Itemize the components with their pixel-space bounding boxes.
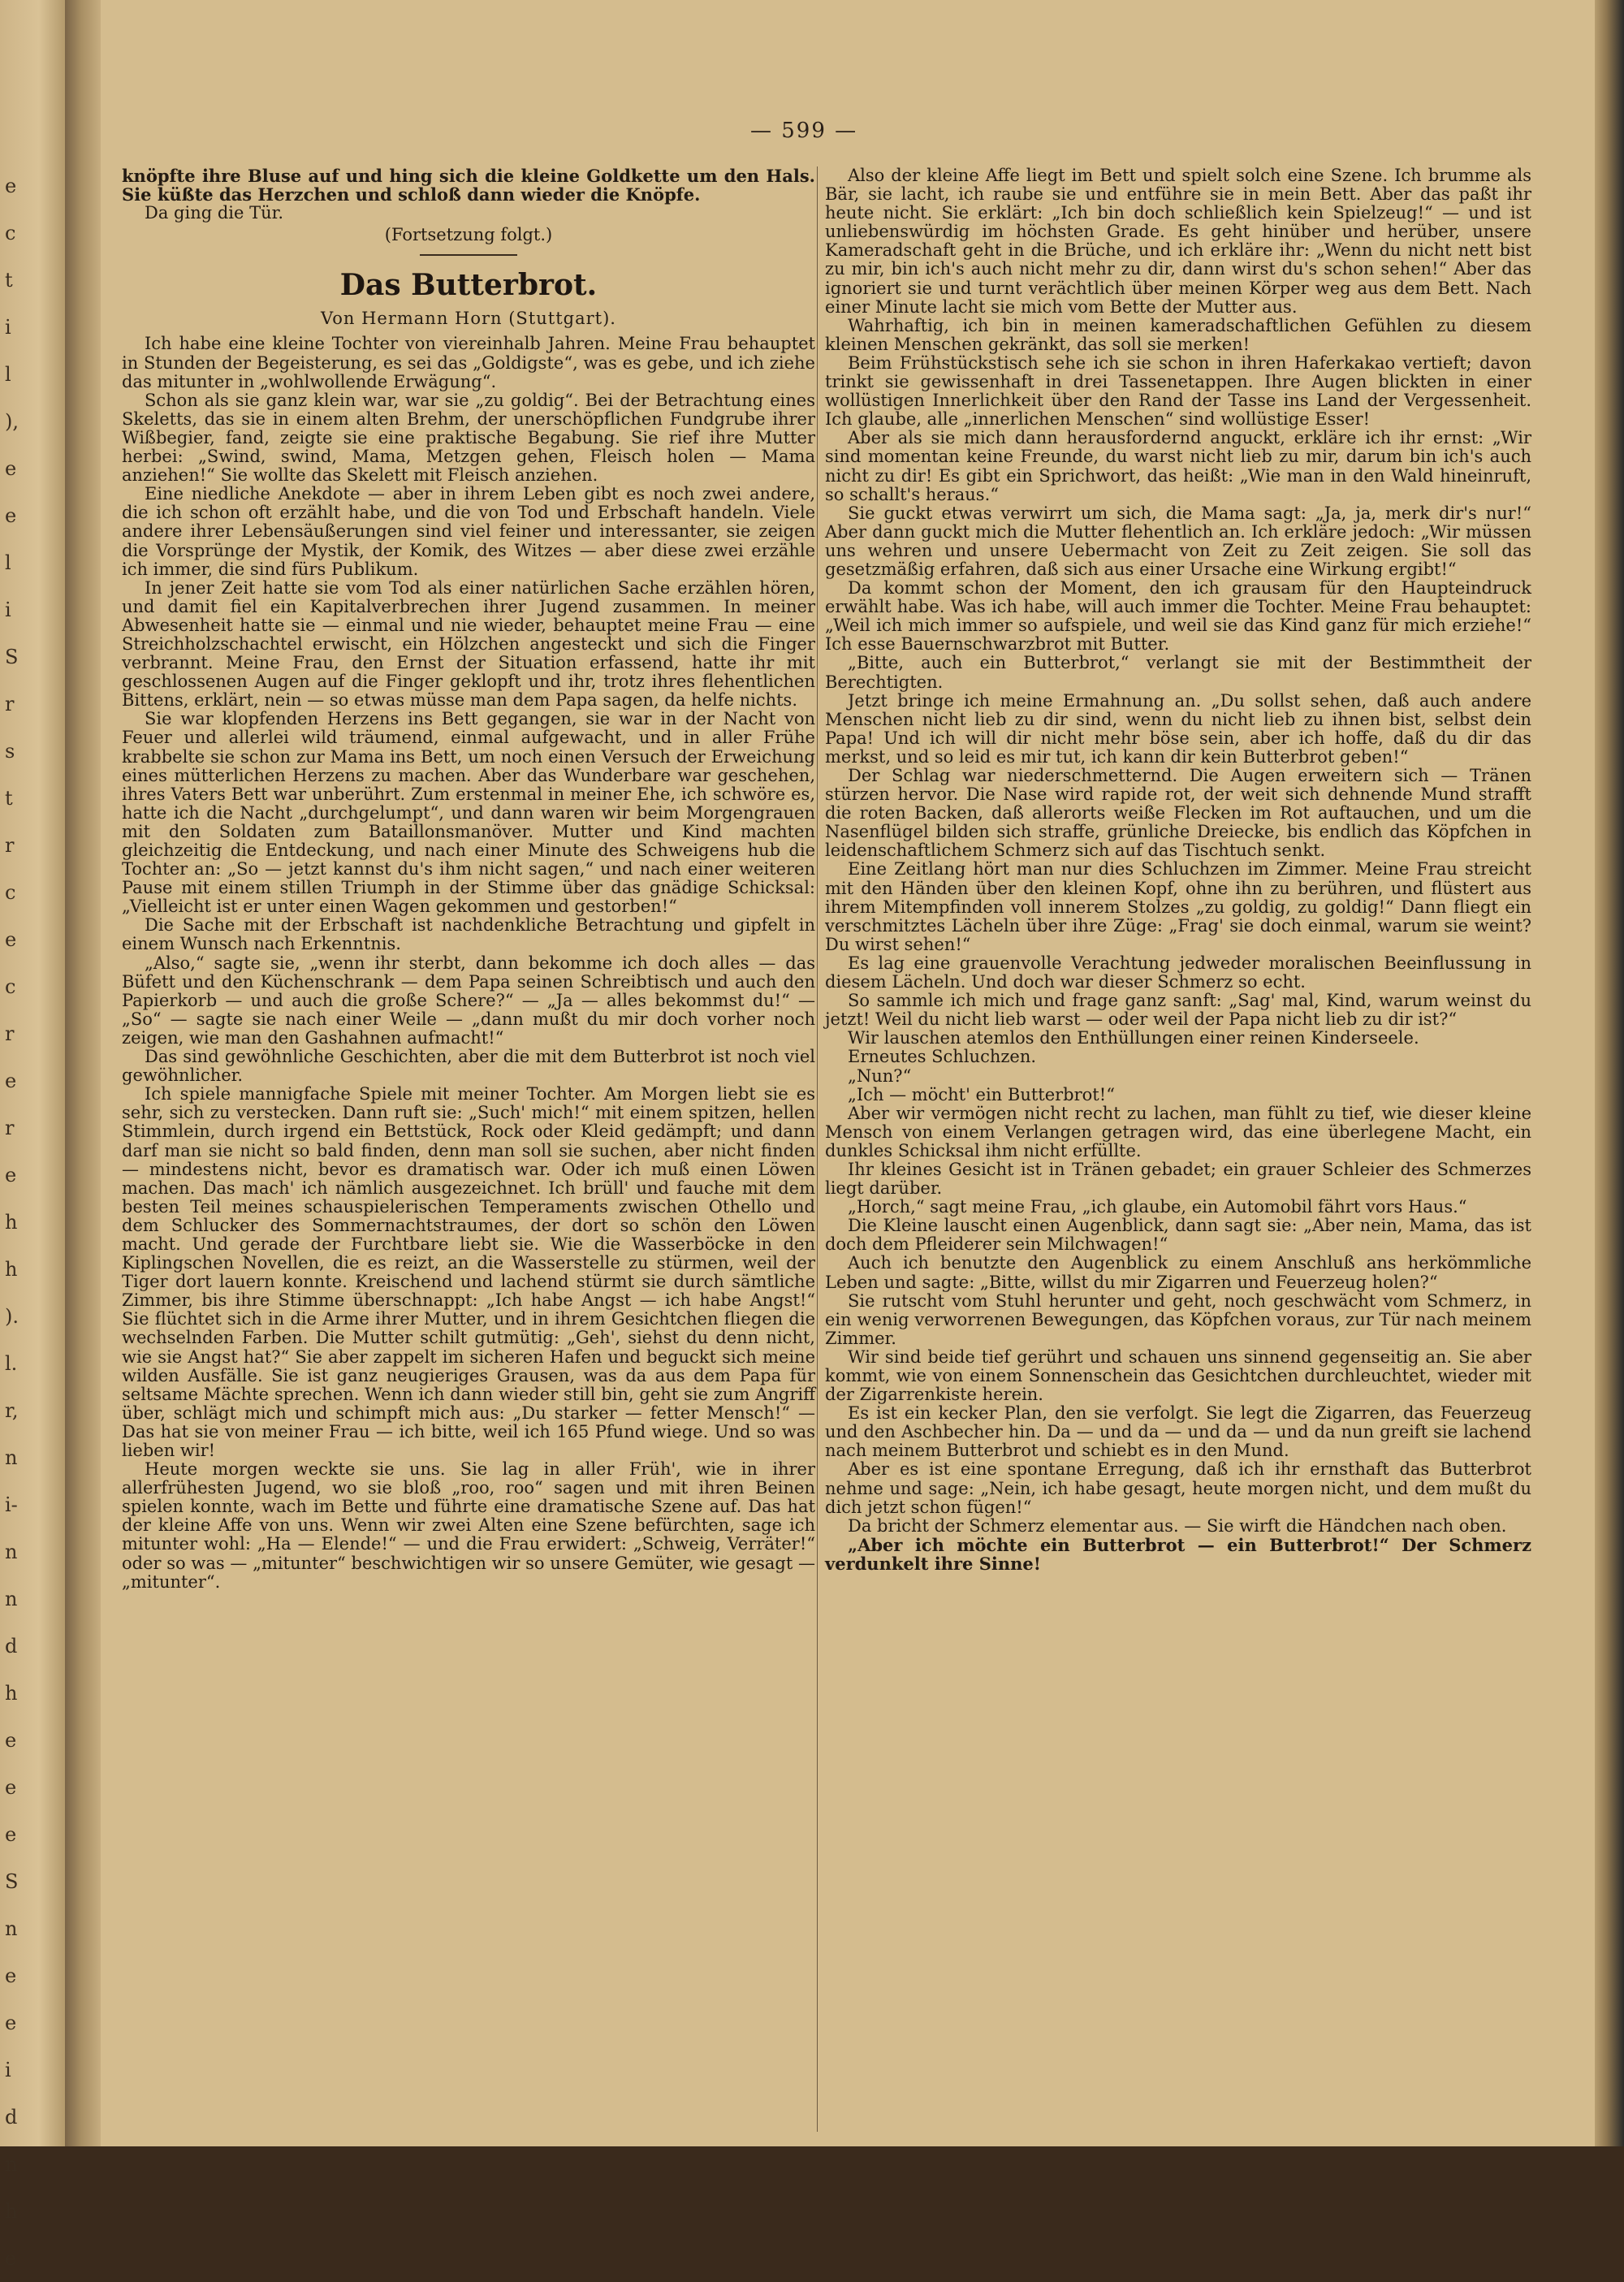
left-column [122,166,815,1592]
left-margin-letters [5,162,37,2282]
story-paragraph: Wir lauschen atemlos den Enthüllungen einer reinen Kinderseele. [848,1028,1419,1048]
margin-letter: l [5,551,11,574]
story-paragraph: „Ich — möcht' ein Butterbrot!“ [848,1084,1115,1104]
story-paragraph: Es lag eine grauenvolle Verachtung jedweder moralischen Beeinflussung in diesem Lächeln. Und doch war dieser Schmerz so echt. [825,953,1531,992]
margin-letter: i- [5,1493,18,1516]
story-paragraph: Ich habe eine kleine Tochter von viereinhalb Jahren. Meine Frau behauptet in Stunden der Begeisterung, es sei das „Goldigste“, was es gebe, und ich ziehe das mitunter in „wohlwollende Erwägung“. [122,334,815,391]
story-paragraph: Das sind gewöhnliche Geschichten, aber die mit dem Butterbrot ist noch viel gewöhnlicher. [122,1047,815,1086]
story-paragraph: Sie war klopfenden Herzens ins Bett gegangen, sie war in der Nacht von Feuer und allerlei wild träumend, einmal aufgewacht, und in aller Frühe krabbelte sie schon zur Mama ins Bett, um noch einen Versuch der Erweichung eines mütterlichen Herzens zu machen. Aber das Wunderbare war geschehen, ihres Vaters Bett war unberührt. Zum erstenmal in meiner Ehe, ich schwöre es, hatte ich die Nacht „durchgelumpt“, und dann waren wir beim Morgengrauen mit den Soldaten zum Bataillonsmanöver. Mutter und Kind machten gleichzeitig die Entdeckung, und nach einer Minute des Schweigens hub die Tochter an: „So — jetzt kannst du's ihm nicht sagen,“ und nach einer weiteren Pause mit einem stillen Triumph in der Stimme über das gnädige Schicksal: „Vielleicht ist er unter einen Wagen gekommen und gestorben!“ [122,709,815,917]
margin-letter: r, [5,1399,19,1422]
story-paragraph: Erneutes Schluchzen. [848,1047,1037,1067]
margin-letter: r [5,1022,15,1045]
story-paragraph: „Horch,“ sagt meine Frau, „ich glaube, ein Automobil fährt vors Haus.“ [848,1197,1467,1217]
newspaper-page [101,0,1595,2146]
margin-letter: d [5,1635,18,1657]
margin-letter: e [5,175,17,197]
margin-letter: l [5,363,11,386]
story-paragraph: Aber wir vermögen nicht recht zu lachen, man fühlt zu tief, wie dieser kleine Mensch von einem Verlangen getragen wird, das eine überlegene Macht, ein dunkles Schicksal ihm nicht erfüllte. [825,1103,1531,1160]
story-paragraph: In jener Zeit hatte sie vom Tod als einer natürlichen Sache erzählen hören, und damit fiel ein Kapitalverbrechen ihrer Jugend zusammen. In meiner Abwesenheit hatte sie — einmal und nie wieder, behauptet meine Frau — eine Streichholzschachtel erwischt, ein Hölzchen angesteckt und sich die Finger verbrannt. Meine Frau, den Ernst der Situation erfassend, hatte ihr mit geschlossenen Augen auf die Finger geklopft und ihr, trotz ihres flehentlichen Bittens, erklärt, nein — so etwas müsse man dem Papa sagen, da helfe nichts. [122,577,815,711]
margin-letter: e [5,2012,17,2034]
margin-letter: e [5,1964,17,1987]
margin-letter: e [5,504,17,527]
margin-letter: n [5,1446,18,1469]
right-column [825,166,1531,1573]
story-paragraph: Jetzt bringe ich meine Ermahnung an. „Du sollst sehen, daß auch andere Menschen nicht lieb zu dir sind, wenn du nicht lieb zu ihnen bist, selbst dein Papa! Und ich will dir nicht mehr böse sein, aber ich hoffe, daß du dir das merkst, und so leid es mir tut, ich kann dir kein Butterbrot geben!“ [825,690,1531,767]
story-paragraph: Ihr kleines Gesicht ist in Tränen gebadet; ein grauer Schleier des Schmerzes liegt darüber. [825,1159,1531,1199]
margin-letter: i [5,316,11,339]
margin-letter: h [5,1682,18,1705]
margin-letter: h [5,1258,18,1281]
continuation-note: (Fortsetzung folgt.) [384,225,553,245]
story-paragraph: Also der kleine Affe liegt im Bett und spielt solch eine Szene. Ich brumme als Bär, sie lacht, ich raube sie und entführe sie in mein Bett. Aber das paßt ihr heute nicht. Sie erklärt: „Ich bin doch schließlich kein Spielzeug!“ — und ist unliebenswürdig im höchsten Grade. Es geht hinüber und herüber, unsere Kameradschaft geht in die Brüche, und ich erkläre ihr: „Wenn du nicht nett bist zu mir, bin ich's auch nicht mehr zu dir, dann wirst du's schon sehen!“ Aber das ignoriert sie und turnt verächtlich über meinen Körper weg aus dem Bett. Nach einer Minute lacht sie mich vom Bette der Mutter aus. [825,166,1531,317]
book-gutter [65,0,101,2146]
margin-letter: e [5,1164,17,1186]
story-paragraph: „Also,“ sagte sie, „wenn ihr sterbt, dann bekomme ich doch alles — das Büfett und den Küchenschrank — dem Papa seinen Schreibtisch und auch den Papierkorb — und auch die große Schere?“ — „Ja — alles bekommst du!“ — „So“ — sagte sie nach einer Weile — „dann mußt du mir doch vorher noch zeigen, wie man den Gashahnen aufmacht!“ [122,953,815,1048]
margin-letter: e [5,2247,17,2270]
story-paragraph: Beim Frühstückstisch sehe ich sie schon in ihren Haferkakao vertieft; davon trinkt sie gewissenhaft in drei Tassenetappen. Ihre Augen blickten in einer wollüstigen Innerlichkeit über den Rand der Tasse ins Land der Vergessenheit. Ich glaube, alle „innerlichen Menschen“ sind wollüstige Esser! [825,352,1531,430]
margin-letter: h [5,2200,18,2223]
opening-paragraph: knöpfte ihre Bluse auf und hing sich die kleine Goldkette um den Hals. Sie küßte das Herzchen und schloß dann wieder die Knöpfe. [122,166,815,205]
margin-letter: ). [5,1305,19,1328]
story-paragraph: Es ist ein kecker Plan, den sie verfolgt. Sie legt die Zigarren, das Feuerzeug und den Aschbecher hin. Da — und da — und da — und da nun greift sie lachend nach meinem Butterbrot und schiebt es in den Mund. [825,1403,1531,1461]
margin-letter: c [5,222,16,244]
margin-letter: e [5,1823,17,1846]
margin-letter: e [5,457,17,480]
story-paragraph: Die Kleine lauscht einen Augenblick, dann sagt sie: „Aber nein, Mama, das ist doch dem Pfleiderer sein Milchwagen!“ [825,1216,1531,1255]
story-paragraph: Wir sind beide tief gerührt und schauen uns sinnend gegenseitig an. Sie aber kommt, wie von einem Sonnenschein das Gesichtchen durchleuchtet, wieder mit der Zigarrenkiste herein. [825,1346,1531,1405]
story-paragraph: Schon als sie ganz klein war, war sie „zu goldig“. Bei der Betrachtung eines Skeletts, das sie in einem alten Brehm, der unerschöpflichen Fundgrube ihrer Wißbegier, fand, zeigte sie eine praktische Begabung. Sie rief ihre Mutter herbei: „Swind, swind, Mama, Metzgen gehen, Fleisch holen — Mama anziehen!“ Sie wollte das Skelett mit Fleisch anziehen. [122,390,815,486]
margin-letter: e [5,1070,17,1092]
margin-letter: e [5,1776,17,1799]
story-paragraph: Da kommt schon der Moment, den ich grausam für den Haupteindruck erwählt habe. Was ich habe, will auch immer die Tochter. Meine Frau behauptet: „Weil ich mich immer so aufspiele, und weil sie das Kind ganz für mich erziehe!“ Ich esse Bauernschwarzbrot mit Butter. [825,578,1531,655]
margin-letter: i [5,599,11,621]
story-paragraph: „Bitte, auch ein Butterbrot,“ verlangt sie mit der Bestimmtheit der Berechtigten. [825,653,1531,692]
story-paragraph: Heute morgen weckte sie uns. Sie lag in aller Früh', wie in ihrer allerfrühesten Jugend, wo sie bloß „roo, roo“ sagen und mit ihren Beinen spielen konnte, wach im Bette und führte eine dramatische Szene auf. Das hat der kleine Affe von uns. Wenn wir zwei Alten eine Szene befürchten, sage ich mitunter wohl: „Ha — Elende!“ — und die Frau erwidert: „Schweig, Verräter!“ oder so was — „mitunter“ beschwichtigen wir so unsere Gemüter, wie gesagt — „mitunter“. [122,1459,815,1592]
column-divider [817,166,818,2132]
story-paragraph: Aber als sie mich dann herausfordernd anguckt, erkläre ich ihr ernst: „Wir sind momentan keine Freunde, du warst nicht lieb zu mir, darum bin ich's auch nicht zu dir! Es gibt ein Sprichwort, das heißt: „Wie man in den Wald hineinruft, so schallt's heraus.“ [825,428,1531,504]
margin-letter: t [5,787,13,810]
story-paragraph: Da bricht der Schmerz elementar aus. — Sie wirft die Händchen nach oben. [848,1515,1507,1536]
margin-letter: c [5,975,16,998]
story-paragraph: „Nun?“ [848,1065,912,1086]
margin-letter: ), [5,410,19,433]
story-paragraph: Aber es ist eine spontane Erregung, daß ich ihr ernsthaft das Butterbrot nehme und sage: „Nein, ich habe gesagt, heute morgen nicht, und dem mußt du dich jetzt schon fügen!“ [825,1459,1531,1517]
margin-letter: c [5,881,16,904]
story-paragraph: So sammle ich mich und frage ganz sanft: „Sag' mal, Kind, warum weinst du jetzt! Weil du nicht lieb warst — oder weil der Papa nicht lieb zu dir ist?“ [825,991,1531,1030]
margin-letter: i [5,2059,11,2081]
left-page-edge [0,0,65,2270]
story-paragraph: Eine niedliche Anekdote — aber in ihrem Leben gibt es noch zwei andere, die ich schon oft erzählt habe, und die von Tod und Erbschaft handeln. Viele andere ihrer Lebensäußerungen sind viel feiner und interessanter, sie zeigen die Vorsprünge der Mystik, der Komik, des Witzes — aber diese zwei erzähle ich immer, die sind fürs Publikum. [122,484,815,579]
story-paragraph: Die Sache mit der Erbschaft ist nachdenkliche Betrachtung und gipfelt in einem Wunsch nach Erkenntnis. [122,915,815,954]
margin-letter: s [5,740,15,763]
margin-letter: e [5,928,17,951]
story-paragraph: Sie rutscht vom Stuhl herunter und geht, noch geschwächt vom Schmerz, in ein wenig verworrenen Bewegungen, das Köpfchen voraus, zur Tür nach meinem Zimmer. [825,1290,1531,1348]
margin-letter: n [5,1917,18,1940]
margin-letter: r [5,834,15,857]
margin-letter: t [5,269,13,292]
section-divider [420,254,517,256]
right-page-edge [1595,0,1624,2146]
margin-letter: l. [5,1352,18,1375]
margin-letter: n [5,1588,18,1610]
story-paragraph: „Aber ich möchte ein Butterbrot — ein Butterbrot!“ Der Schmerz verdunkelt ihre Sinne! [825,1534,1531,1574]
story-paragraph: Auch ich benutzte den Augenblick zu einem Anschluß ans herkömmliche Leben und sagte: „Bitte, willst du mir Zigarren und Feuerzeug holen?“ [825,1253,1531,1292]
margin-letter: d [5,2106,18,2129]
story-paragraph: Sie guckt etwas verwirrt um sich, die Mama sagt: „Ja, ja, merk dir's nur!“ Aber dann guckt mich die Mutter flehentlich an. Ich erkläre jedoch: „Wir müssen uns wehren und unsere Uebermacht von Zeit zu Zeit zeigen. Sie soll das gesetzmäßig erfahren, daß sich aus einer Ursache eine Wirkung ergibt!“ [825,503,1531,579]
margin-letter: h [5,1211,18,1234]
story-paragraph: Der Schlag war niederschmetternd. Die Augen erweitern sich — Tränen stürzen hervor. Die Nase wird rapide rot, der weit sich dehnende Mund strafft die roten Backen, daß allerorts weiße Flecken im Rot auftauchen, und um die Nasenflügel bilden sich straffe, grünliche Dreiecke, bis endlich das Köpfchen in leidenschaftlichem Schmerz sich auf das Tischtuch senkt. [825,766,1531,861]
margin-letter: S [5,646,19,668]
byline: Von Hermann Horn (Stuttgart). [321,309,616,329]
margin-letter: r [5,693,15,715]
margin-letter: S [5,1870,19,1893]
story-title: Das Butterbrot. [339,268,598,303]
door-line: Da ging die Tür. [145,203,284,223]
margin-letter: n [5,2153,18,2176]
page-number: — 599 — [750,119,858,143]
margin-letter: n [5,1541,18,1563]
story-paragraph: Ich spiele mannigfache Spiele mit meiner Tochter. Am Morgen liebt sie es sehr, sich zu verstecken. Dann ruft sie: „Such' mich!“ mit einem spitzen, hellen Stimmlein, durch irgend ein Bettstück, Rock oder Kleid gedämpft; und dann darf man sie nicht so bald finden, denn man soll sie suchen, aber nicht finden — mindestens nicht, bevor es dramatisch war. Oder ich muß einen Löwen machen. Das mach' ich nämlich ausgezeichnet. Ich brüll' und fauche mit dem besten Teil meines schauspielerischen Temperaments zwischen Othello und dem Schlucker des Sommernachtstraumes, der dort so schön den Löwen macht. Und gerade der Furchtbare liebt sie. Wie die Wasserböcke in den Kiplingschen Novellen, die es reizt, an die Wasserstelle zu stürmen, weil der Tiger dort lauern konnte. Kreischend und lachend stürmt sie durch sämtliche Zimmer, bis ihre Stimme überschnappt: „Ich habe Angst — ich habe Angst!“ Sie flüchtet sich in die Arme ihrer Mutter, und in ihrem Gesichtchen fliegen die wechselnden Farben. Die Mutter schilt gutmütig: „Geh', siehst du denn nicht, wie sie Angst hat?“ Sie aber zappelt im sicheren Hafen und beguckt sich meine wilden Ausfälle. Sie ist ganz neugieriges Grausen, was da aus dem Papa für seltsame Mächte sprechen. Wenn ich dann wieder still bin, geht sie zum Angriff über, schlägt mich und schimpft mich aus: „Du starker — fetter Mensch!“ — Das hat sie von meiner Frau — ich bitte, weil ich 165 Pfund wiege. Und so was lieben wir! [122,1084,815,1460]
margin-letter: e [5,1729,17,1752]
story-paragraph: Eine Zeitlang hört man nur dies Schluchzen im Zimmer. Meine Frau streicht mit den Händen über den kleinen Kopf, ohne ihn zu berühren, und flüstert aus ihrem Mitempfinden voll innerem Stolzes „zu goldig, zu goldig!“ Dann fliegt ein verschmitztes Lächeln über ihre Züge: „Frag' sie doch einmal, warum sie weint? Du wirst sehen!“ [825,859,1531,954]
story-paragraph: Wahrhaftig, ich bin in meinen kameradschaftlichen Gefühlen zu diesem kleinen Menschen gekränkt, das soll sie merken! [825,315,1531,354]
margin-letter: r [5,1117,15,1139]
